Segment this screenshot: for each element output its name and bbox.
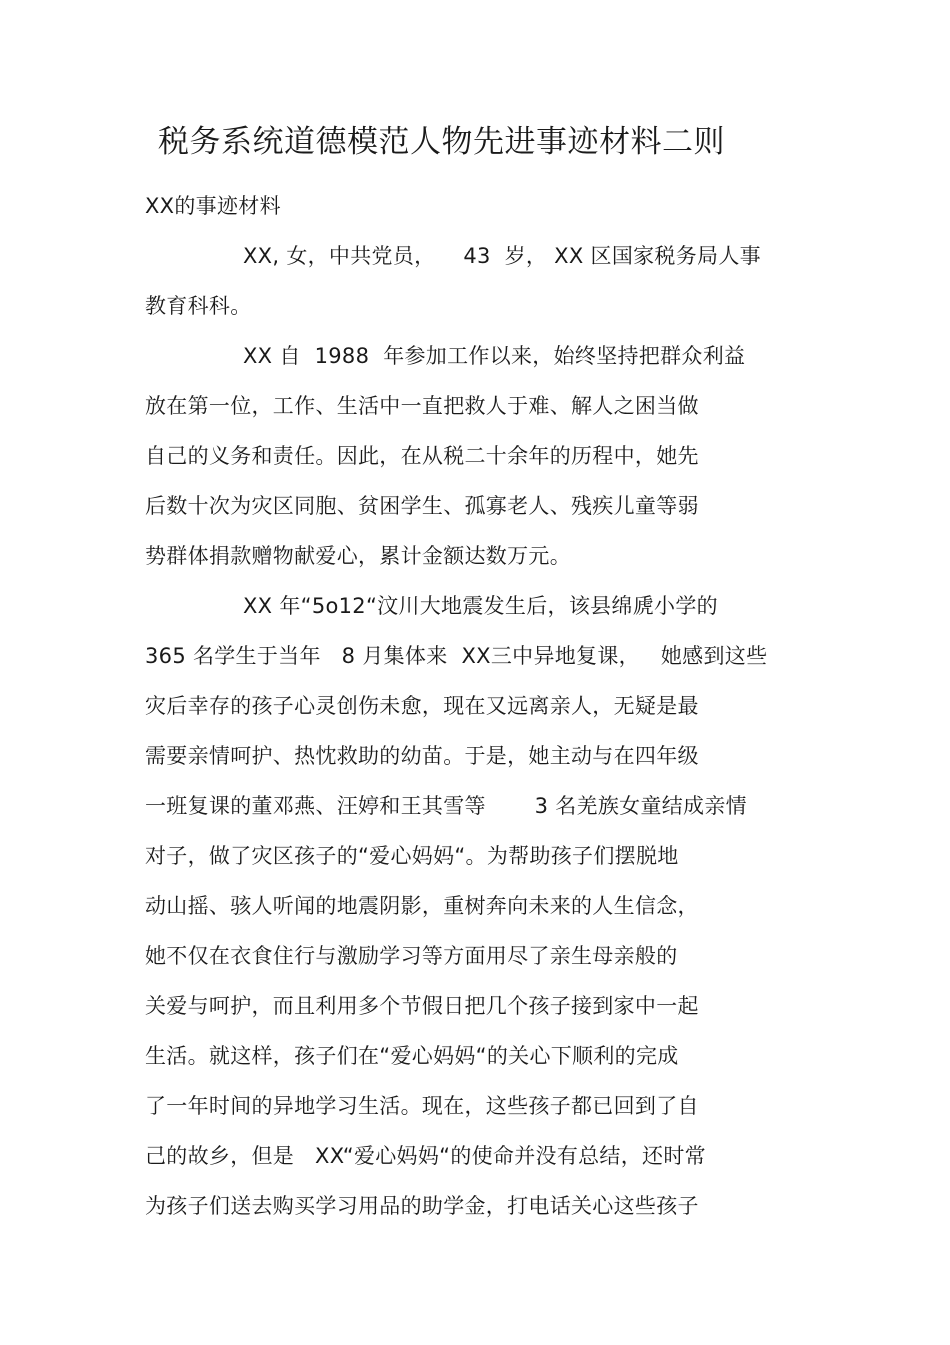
paragraph-line: 她不仅在衣食住行与激励学习等方面用尽了亲生母亲般的 [145,944,678,968]
paragraph-line: 365 名学生于当年 8 月集体来 XX三中异地复课， 她感到这些 [145,644,768,668]
document-title: 税务系统道德模范人物先进事迹材料二则 [158,124,725,160]
paragraph-line: 动山摇、骇人听闻的地震阴影，重树奔向未来的人生信念， [145,894,699,918]
paragraph-line: 关爱与呵护，而且利用多个节假日把几个孩子接到家中一起 [145,994,699,1018]
paragraph-line: XX, 女，中共党员， 43 岁， XX 区国家税务局人事 [243,244,761,268]
paragraph-line: 势群体捐款赠物献爱心，累计金额达数万元。 [145,544,571,568]
paragraph-line: 灾后幸存的孩子心灵创伤未愈，现在又远离亲人，无疑是最 [145,694,699,718]
paragraph-line: 教育科科。 [145,294,252,318]
paragraph-line: XX 年“5o12“汶川大地震发生后，该县绵虒小学的 [243,594,718,618]
paragraph-line: 己的故乡，但是 XX“爱心妈妈“的使命并没有总结，还时常 [145,1144,706,1168]
paragraph-line: 自己的义务和责任。因此，在从税二十余年的历程中，她先 [145,444,699,468]
paragraph-line: 对子，做了灾区孩子的“爱心妈妈“。为帮助孩子们摆脱地 [145,844,679,868]
paragraph-line: XX 自 1988 年参加工作以来，始终坚持把群众利益 [243,344,746,368]
paragraph-line: 生活。就这样，孩子们在“爱心妈妈“的关心下顺利的完成 [145,1044,679,1068]
paragraph-line: 后数十次为灾区同胞、贫困学生、孤寡老人、残疾儿童等弱 [145,494,699,518]
paragraph-line: 放在第一位，工作、生活中一直把救人于难、解人之困当做 [145,394,699,418]
paragraph-line: 为孩子们送去购买学习用品的助学金，打电话关心这些孩子 [145,1194,699,1218]
section-heading: XX的事迹材料 [145,194,281,218]
paragraph-line: 一班复课的董邓燕、汪婷和王其雪等 3 名羌族女童结成亲情 [145,794,747,818]
paragraph-line: 需要亲情呵护、热忱救助的幼苗。于是，她主动与在四年级 [145,744,699,768]
paragraph-line: 了一年时间的异地学习生活。现在，这些孩子都已回到了自 [145,1094,699,1118]
